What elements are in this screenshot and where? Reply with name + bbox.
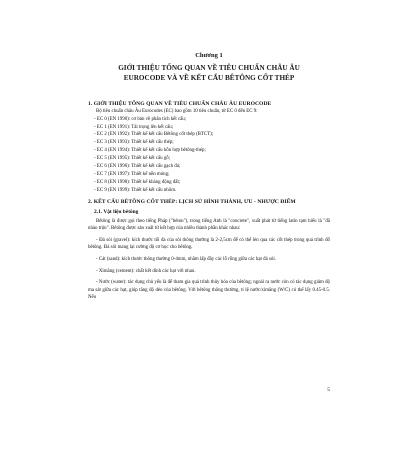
eurocode-list xyxy=(88,116,330,195)
list-item: - EC 5 (EN 1995): Thiết kế kết cấu gỗ; xyxy=(94,156,171,162)
chapter-title-line2: EUROCODE VÀ VỀ KẾT CẤU BÊTÔNG CỐT THÉP xyxy=(123,74,295,82)
section2-heading: 2. KẾT CẤU BÊTÔNG CỐT THÉP: LỊCH SỬ HÌNH THÀNH, ƯU - NHƯỢC ĐIỂM xyxy=(88,198,296,205)
body-paragraph: - Nước (water): tác dụng chủ yếu là để tham gia quá trình thủy hóa của bêtông; ngoài ra nước còn có tác dụng giảm độ ma sát giữa các hạt, giúp tăng độ dẻo của bêtông. Với bêtông thông thường, tỉ lệ nước/ximăng (W/C) có thể lấy 0.45-0.5. Nếu xyxy=(88,280,330,301)
section1-heading: 1. GIỚI THIỆU TỔNG QUAN VỀ TIÊU CHUẨN CHÂU ÂU EUROCODE xyxy=(88,101,272,107)
chapter-title-line1: GIỚI THIỆU TỔNG QUAN VỀ TIÊU CHUẨN CHÂU ÂU xyxy=(118,64,300,72)
list-item: - EC 2 (EN 1992): Thiết kế kết cấu Bêtông cốt thép (BTCT); xyxy=(94,132,214,138)
body-paragraph: - Cát (sand): kích thước thông thường 0-4mm, nhằm lấp đầy các lỗ rỗng giữa các hạt đá sỏi. xyxy=(96,257,276,263)
section1-intro: Bộ tiêu chuẩn châu Âu Eurocodes (EC) bao gồm 10 tiêu chuẩn, từ EC 0 đến EC 9: xyxy=(96,109,258,114)
chapter-label: Chương 1 xyxy=(195,52,223,59)
list-item: - EC 1 (EN 1991): Tải trọng lên kết cấu; xyxy=(94,124,174,130)
body-paragraph: Bêtông là được gọi theo tiếng Pháp ("béton"), trong tiếng Anh là "concrete", xuất phát từ tiếng latin tạm hiểu là "đã nhào trộn". Bêtông được sản xuất từ kết hợp của nhiều thành phần khác nhau: xyxy=(88,218,330,232)
list-item: - EC 8 (EN 1998): Thiết kế kháng động đất; xyxy=(94,179,181,185)
list-item: - EC 9 (EN 1999): Thiết kế kết cấu nhôm. xyxy=(94,187,177,193)
section2-subheading: 2.1. Vật liệu bêtông xyxy=(94,208,139,215)
list-item: - EC 7 (EN 1997): Thiết kế nền móng; xyxy=(94,171,170,177)
list-item: - EC 3 (EN 1993): Thiết kế kết cấu thép; xyxy=(94,140,174,146)
list-item: - EC 6 (EN 1996): Thiết kế kết cấu gạch đá; xyxy=(94,164,181,170)
page-number: 5 xyxy=(327,387,330,393)
list-item: - EC 0 (EN 1990): cơ bản về phân tích kết cấu; xyxy=(94,116,187,122)
chapter-title xyxy=(88,63,330,83)
document-page xyxy=(0,52,400,452)
body-paragraph: - Đá sỏi (gravel): kích thước tối đa của sỏi thông thường là 2-2,5cm để có thể lèn qua các cốt thép trong quá trình đổ bêtông. Đá sỏi mang lại cường độ cơ học cho bêtông. xyxy=(88,237,330,251)
body-paragraph: - Ximăng (cement): chất kết dính các hạt với nhau. xyxy=(96,268,196,274)
list-item: - EC 4 (EN 1994): Thiết kế kết cấu hỗn hợp bêtông-thép; xyxy=(94,148,206,154)
